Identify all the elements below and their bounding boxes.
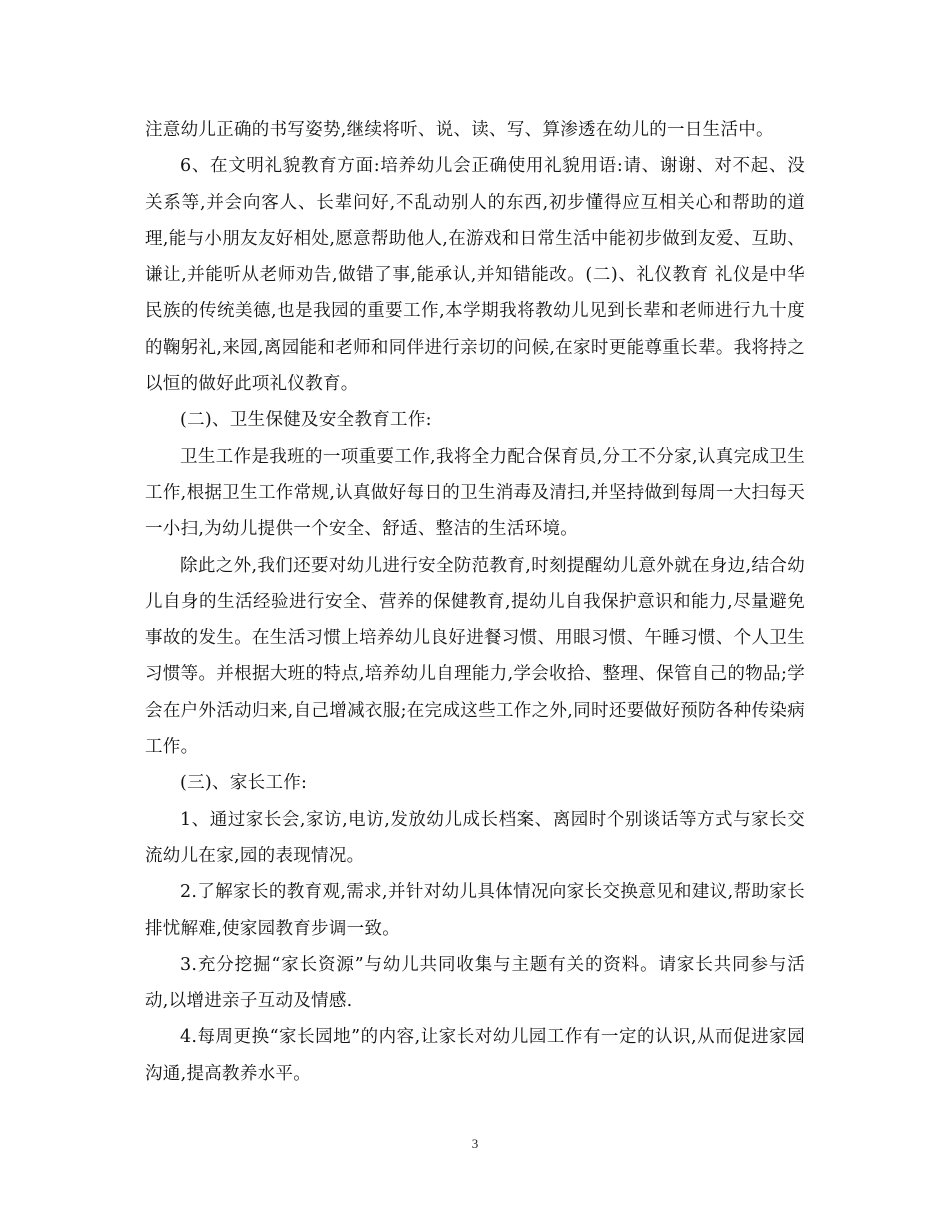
section-heading-parent-work: (三)、家长工作: <box>180 773 308 794</box>
list-item-parent-communication: 1、通过家长会,家访,电访,发放幼儿成长档案、离园时个别谈话等方式与家长交流幼儿在家,园的表现情况。 <box>145 809 805 866</box>
page-number: 3 <box>471 1136 479 1151</box>
paragraph-hygiene-work: 卫生工作是我班的一项重要工作,我将全力配合保育员,分工不分家,认真完成卫生工作,根据卫生工作常规,认真做好每日的卫生消毒及清扫,并坚持做到每周一大扫每天一小扫,为幼儿提供一个安全、舒适、整洁的生活环境。 <box>145 446 805 540</box>
section-heading-health-safety: (二)、卫生保健及安全教育工作: <box>180 410 432 431</box>
list-item-parent-views: 2.了解家长的教育观,需求,并针对幼儿具体情况向家长交换意见和建议,帮助家长排忧解难,使家园教育步调一致。 <box>145 882 805 939</box>
list-item-parent-resources: 3.充分挖掘“家长资源”与幼儿共同收集与主题有关的资料。请家长共同参与活动,以增进亲子互动及情感. <box>145 954 805 1012</box>
paragraph-safety-education: 除此之外,我们还要对幼儿进行安全防范教育,时刻提醒幼儿意外就在身边,结合幼儿自身的生活经验进行安全、营养的保健教育,提幼儿自我保护意识和能力,尽量避免事故的发生。在生活习惯上培养幼儿良好进餐习惯、用眼习惯、午睡习惯、个人卫生习惯等。并根据大班的特点,培养幼儿自理能力,学会收拾、整理、保管自己的物品;学会在户外活动归来,自己增减衣服;在完成这些工作之外,同时还要做好预防各种传染病工作。 <box>145 555 805 758</box>
document-body <box>145 112 805 1092</box>
list-item-parent-garden: 4.每周更换“家长园地”的内容,让家长对幼儿园工作有一定的认识,从而促进家园沟通,提高教养水平。 <box>145 1027 805 1084</box>
paragraph-etiquette-education: 6、在文明礼貌教育方面:培养幼儿会正确使用礼貌用语:请、谢谢、对不起、没关系等,并会向客人、长辈问好,不乱动别人的东西,初步懂得应互相关心和帮助的道理,能与小朋友友好相处,愿意帮助他人,在游戏和日常生活中能初步做到友爱、互助、谦让,并能听从老师劝告,做错了事,能承认,并知错能改。(二)、礼仪教育 礼仪是中华民族的传统美德,也是我园的重要工作,本学期我将教幼儿见到长辈和老师进行九十度的鞠躬礼,来园,离园能和老师和同伴进行亲切的问候,在家时更能尊重长辈。我将持之以恒的做好此项礼仪教育。 <box>145 156 805 395</box>
paragraph-writing-posture: 注意幼儿正确的书写姿势,继续将听、说、读、写、算渗透在幼儿的一日生活中。 <box>145 120 774 140</box>
